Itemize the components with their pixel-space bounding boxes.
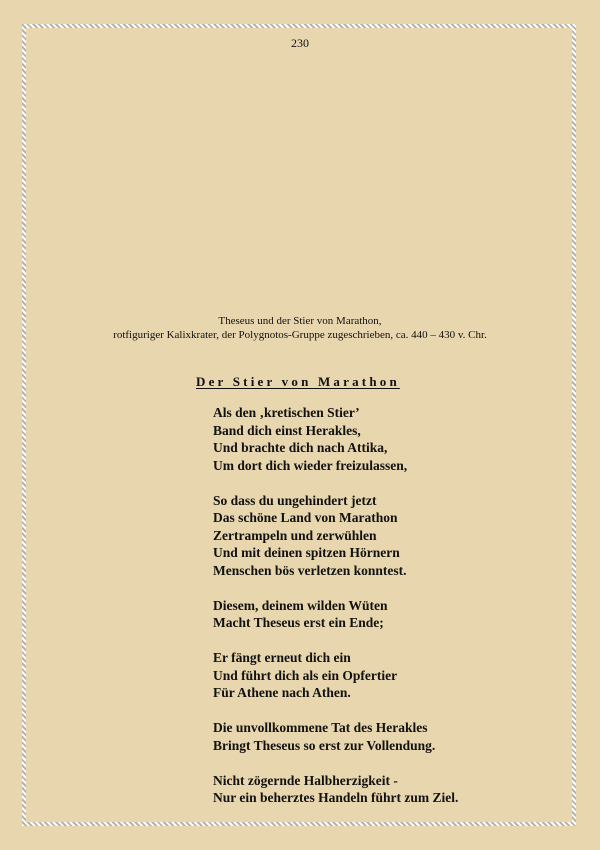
poem-title: Der Stier von Marathon (196, 374, 400, 389)
poem-body (213, 404, 458, 824)
page-number: 230 (291, 36, 309, 50)
poem-line: Diesem, deinem wilden Wüten (213, 597, 388, 613)
poem-line: Für Athene nach Athen. (213, 685, 351, 700)
stanza-3 (213, 597, 458, 632)
caption-line-1: Theseus und der Stier von Marathon, (218, 315, 382, 327)
poem-line: Und führt dich als ein Opfertier (213, 667, 398, 683)
stanza-1 (213, 404, 458, 474)
poem-line: Die unvollkommene Tat des Herakles (213, 720, 428, 735)
poem-line: Und mit deinen spitzen Hörnern (213, 545, 400, 560)
stanza-5 (213, 719, 458, 754)
poem-line: Um dort dich wieder freizulassen, (213, 457, 408, 473)
poem-line: Er fängt erneut dich ein (213, 650, 351, 665)
poem-line: Und brachte dich nach Attika, (213, 440, 388, 455)
poem-line: Nur ein beherztes Handeln führt zum Ziel. (213, 790, 459, 805)
stanza-6 (213, 772, 458, 807)
poem-line: Als den ‚kretischen Stier’ (213, 405, 360, 420)
poem-line: Nicht zögernde Halbherzigkeit - (213, 772, 398, 788)
caption-line-2: rotfiguriger Kalixkrater, der Polygnotos-Gruppe zugeschrieben, ca. 440 – 430 v. Chr. (113, 329, 487, 341)
poem-line: Macht Theseus erst ein Ende; (213, 615, 384, 630)
stanza-4 (213, 649, 458, 702)
poem-line: Zertrampeln und zerwühlen (213, 527, 377, 543)
poem-line: So dass du ungehindert jetzt (213, 492, 377, 508)
stanza-2 (213, 492, 458, 580)
poem-line: Das schöne Land von Marathon (213, 510, 398, 525)
image-caption (0, 314, 600, 342)
poem-line: Menschen bös verletzen konntest. (213, 562, 407, 578)
poem-line: Bringt Theseus so erst zur Vollendung. (213, 737, 436, 753)
poem-line: Band dich einst Herakles, (213, 422, 361, 438)
